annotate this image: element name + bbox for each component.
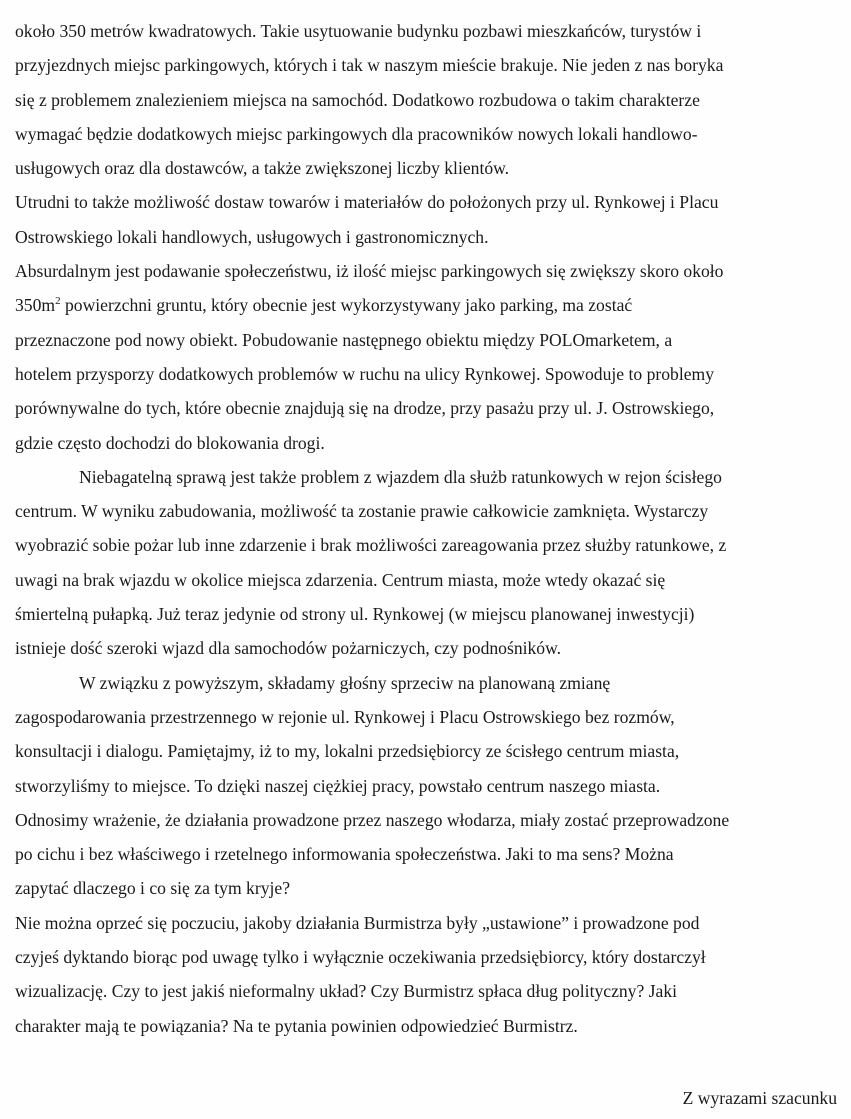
text-line: śmiertelną pułapką. Już teraz jedynie od strony ul. Rynkowej (w miejscu planowanej inwestycji) (15, 604, 695, 625)
text-line: W związku z powyższym, składamy głośny sprzeciw na planowaną zmianę (79, 672, 611, 693)
text-line: stworzyliśmy to miejsce. To dzięki naszej ciężkiej pracy, powstało centrum naszego miasta. (15, 775, 661, 796)
superscript: 2 (55, 295, 61, 308)
text-line: Absurdalnym jest podawanie społeczeństwu, iż ilość miejsc parkingowych się zwiększy skoro około (15, 261, 724, 282)
text-line: przeznaczone pod nowy obiekt. Pobudowanie następnego obiektu między POLOmarketem, a (15, 329, 673, 350)
text-line: Ostrowskiego lokali handlowych, usługowych i gastronomicznych. (15, 226, 489, 247)
text-line: przyjezdnych miejsc parkingowych, których i tak w naszym mieście brakuje. Nie jeden z nas boryka (15, 55, 724, 76)
text-line: czyjeś dyktando biorąc pod uwagę tylko i wyłącznie oczekiwania przedsiębiorcy, który dostarczył (15, 947, 706, 968)
text-line: charakter mają te powiązania? Na te pytania powinien odpowiedzieć Burmistrz. (15, 1015, 578, 1036)
text-line: wymagać będzie dodatkowych miejsc parkingowych dla pracowników nowych lokali handlowo- (15, 123, 698, 144)
text-line: Odnosimy wrażenie, że działania prowadzone przez naszego włodarza, miały zostać przeprowadzone (15, 809, 730, 830)
text-line-segment: powierzchni gruntu, który obecnie jest wykorzystywany jako parking, ma zostać (60, 295, 633, 316)
text-line (15, 288, 843, 322)
text-line: Nie można oprzeć się poczuciu, jakoby działania Burmistrza były „ustawione” i prowadzone pod (15, 912, 700, 933)
text-line: zapytać dlaczego i co się za tym kryje? (15, 878, 291, 899)
text-line: porównywalne do tych, które obecnie znajdują się na drodze, przy pasażu przy ul. J. Ostrowskiego, (15, 398, 715, 419)
text-line: się z problemem znalezieniem miejsca na samochód. Dodatkowo rozbudowa o takim charakterze (15, 89, 700, 110)
text-line: po cichu i bez właściwego i rzetelnego informowania społeczeństwa. Jaki to ma sens? Można (15, 844, 674, 865)
text-line: hotelem przysporzy dodatkowych problemów w ruchu na ulicy Rynkowej. Spowoduje to problemy (15, 363, 714, 384)
closing-signature: Z wyrazami szacunku (682, 1088, 837, 1108)
text-line: około 350 metrów kwadratowych. Takie usytuowanie budynku pozbawi mieszkańców, turystów i (15, 21, 702, 41)
text-line: zagospodarowania przestrzennego w rejonie ul. Rynkowej i Placu Ostrowskiego bez rozmów, (15, 706, 675, 727)
text-line: wyobrazić sobie pożar lub inne zdarzenie i brak możliwości zareagowania przez służby ratunkowe, z (15, 535, 727, 556)
text-line: uwagi na brak wjazdu w okolice miejsca zdarzenia. Centrum miasta, może wtedy okazać się (15, 569, 666, 590)
letter-body (15, 14, 843, 1043)
text-line: Utrudni to także możliwość dostaw towarów i materiałów do położonych przy ul. Rynkowej i Placu (15, 192, 719, 213)
text-line-segment: 350m (15, 295, 56, 316)
text-line: Niebagatelną sprawą jest także problem z wjazdem dla służb ratunkowych w rejon ścisłego (79, 466, 722, 487)
text-line: centrum. W wyniku zabudowania, możliwość ta zostanie prawie całkowicie zamknięta. Wystarczy (15, 501, 709, 522)
text-line: wizualizację. Czy to jest jakiś nieformalny układ? Czy Burmistrz spłaca dług polityczny? Jaki (15, 981, 678, 1002)
text-line: konsultacji i dialogu. Pamiętajmy, iż to my, lokalni przedsiębiorcy ze ścisłego centrum miasta, (15, 741, 680, 762)
text-line: gdzie często dochodzi do blokowania drogi. (15, 432, 325, 453)
text-line: usługowych oraz dla dostawców, a także zwiększonej liczby klientów. (15, 158, 510, 179)
text-line: istnieje dość szeroki wjazd dla samochodów pożarniczych, czy podnośników. (15, 638, 562, 659)
